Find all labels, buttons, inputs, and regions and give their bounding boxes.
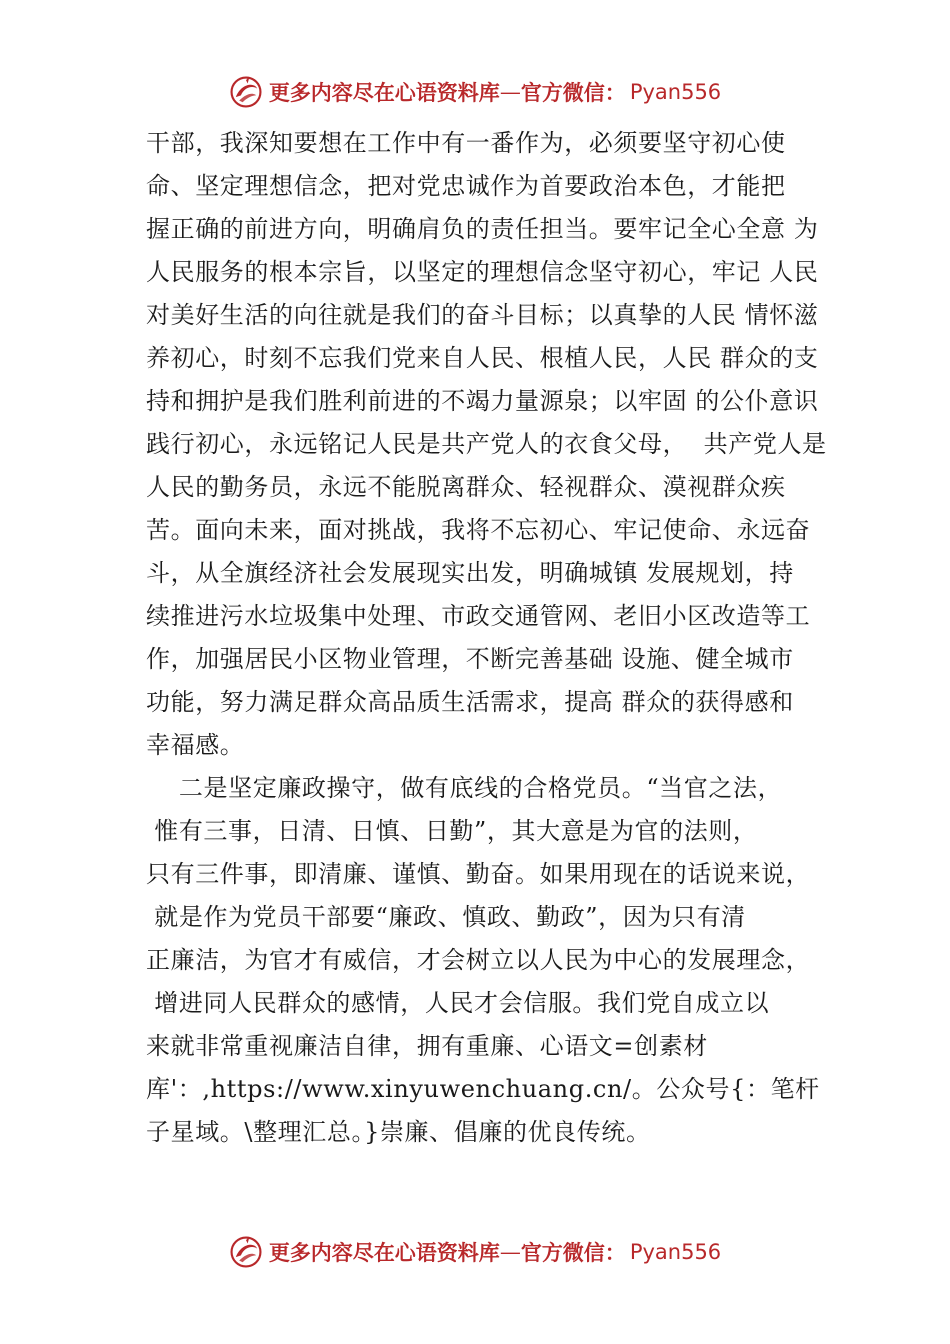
body-line: 只有三件事，即清廉、谨慎、勤奋。如果用现在的话说来说， — [146, 860, 811, 888]
body-line: 践行初心，永远铭记人民是共产党人的衣食父母， 共产党人是 — [146, 430, 827, 458]
swirl-logo-icon — [229, 1235, 263, 1269]
body-line: 功能，努力满足群众高品质生活需求，提高 群众的获得感和 — [146, 688, 794, 716]
body-line: 养初心，时刻不忘我们党来自人民、根植人民，人民 群众的支 — [146, 344, 819, 372]
body-line: 续推进污水垃圾集中处理、市政交通管网、老旧小区改造等工 — [146, 602, 811, 630]
body-line: 惟有三事，日清、日慎、日勤”，其大意是为官的法则， — [146, 817, 758, 845]
banner-wechat-id: Pyan556 — [629, 1240, 722, 1264]
body-line: 二是坚定廉政操守，做有底线的合格党员。“当官之法， — [146, 774, 783, 802]
swirl-logo-icon — [229, 75, 263, 109]
banner-wechat-label: 官方微信： — [520, 80, 626, 105]
header-banner — [0, 72, 950, 112]
body-line: 作，加强居民小区物业管理，不断完善基础 设施、健全城市 — [146, 645, 794, 673]
body-line: 斗，从全旗经济社会发展现实出发，明确城镇 发展规划，持 — [146, 559, 794, 587]
banner-separator: — — [499, 80, 521, 104]
banner-wechat-id: Pyan556 — [629, 80, 722, 104]
document-body — [146, 122, 846, 1154]
body-line: 命、坚定理想信念，把对党忠诚作为首要政治本色，才能把 — [146, 172, 786, 200]
body-line: 增进同人民群众的感情，人民才会信服。我们党自成立以 — [146, 989, 770, 1017]
body-line: 人民服务的根本宗旨，以坚定的理想信念坚守初心，牢记 人民 — [146, 258, 819, 286]
banner-main-text: 更多内容尽在心语资料库 — [268, 1240, 500, 1265]
body-line: 子星域。\整理汇总。}崇廉、倡廉的优良传统。 — [146, 1118, 651, 1146]
banner-wechat-label: 官方微信： — [520, 1240, 626, 1265]
body-line: 就是作为党员干部要“廉政、慎政、勤政”，因为只有清 — [146, 903, 746, 931]
body-line: 持和拥护是我们胜利前进的不竭力量源泉；以牢固 的公仆意识 — [146, 387, 819, 415]
body-line: 人民的勤务员，永远不能脱离群众、轻视群众、漠视群众疾 — [146, 473, 786, 501]
body-line: 苦。面向未来，面对挑战，我将不忘初心、牢记使命、永远奋 — [146, 516, 811, 544]
banner-separator: — — [499, 1240, 521, 1264]
banner-main-text: 更多内容尽在心语资料库 — [268, 80, 500, 105]
body-line: 对美好生活的向往就是我们的奋斗目标；以真挚的人民 情怀滋 — [146, 301, 819, 329]
footer-banner — [0, 1232, 950, 1272]
body-line: 幸福感。 — [146, 731, 245, 759]
body-line: 库'：,https://www.xinyuwenchuang.cn/。公众号{：笔杆 — [146, 1075, 820, 1103]
body-line: 握正确的前进方向，明确肩负的责任担当。要牢记全心全意 为 — [146, 215, 819, 243]
body-line: 来就非常重视廉洁自律，拥有重廉、心语文=创素材 — [146, 1032, 708, 1060]
body-line: 干部，我深知要想在工作中有一番作为，必须要坚守初心使 — [146, 129, 786, 157]
body-line: 正廉洁，为官才有威信，才会树立以人民为中心的发展理念， — [146, 946, 811, 974]
